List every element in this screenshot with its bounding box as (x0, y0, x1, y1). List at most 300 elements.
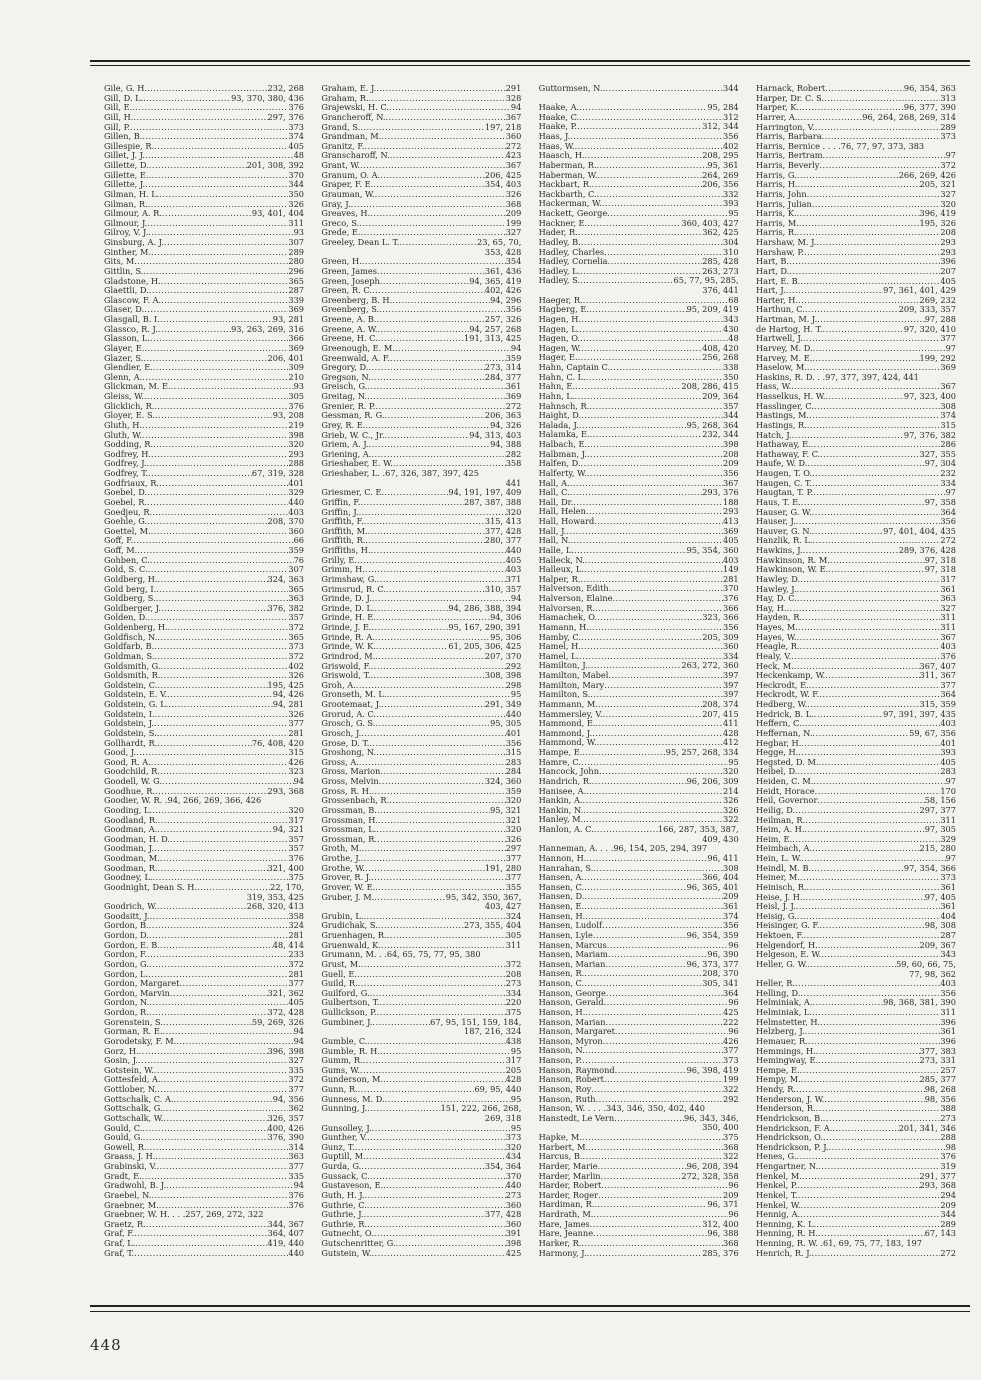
entry-name: Goodnight, Dean S. H. (104, 881, 197, 892)
entry-name: Gross, Melvin (321, 776, 379, 786)
entry-name: Good, R. A. (104, 756, 151, 767)
entry-pages: 425 (505, 1247, 522, 1258)
entry-name: Halbman, J. (538, 448, 587, 459)
dot-leader (374, 604, 448, 614)
dot-leader (802, 1172, 920, 1182)
entry-pages: 208, 370 (702, 968, 739, 979)
dot-leader (148, 228, 293, 238)
entry-name: Hart, E. B. (755, 275, 801, 286)
entry-pages: 320 (505, 506, 522, 517)
entry-name: Grinde, D. J. (321, 593, 372, 604)
entry-pages: 361 (940, 881, 956, 892)
entry-name: Grinde, W. K. (321, 641, 376, 652)
entry-name: Hadley, L. (538, 265, 581, 276)
entry-pages: 289 (940, 1218, 956, 1229)
entry-name: Griffin, J. (321, 506, 359, 517)
entry-pages: 93, 281 (272, 314, 304, 324)
entry-pages: 98, 268 (924, 1084, 956, 1094)
entry-name: Halper, R. (538, 573, 581, 584)
entry-pages: 307 (288, 564, 304, 575)
entry-pages: 320 (288, 804, 304, 815)
entry-name: Gunning, J. (321, 1103, 368, 1114)
entry-pages: 403 (723, 554, 739, 565)
entry-pages: 396 (940, 1035, 956, 1046)
entry-name: Hansen, D. (538, 891, 585, 902)
entry-pages: 328 (505, 92, 522, 103)
entry-pages: 93 (293, 227, 304, 238)
entry-name: Ginsburg, A. J. (104, 237, 164, 247)
entry-pages: 206, 425 (484, 169, 522, 180)
entry-name: Heindl, M. B. (755, 862, 812, 873)
entry-name: Harris, Beverly (755, 160, 820, 170)
entry-name: Hamann, H. (538, 621, 589, 632)
entry-name: Helling, D. (755, 987, 801, 998)
entry-pages: 263, 273 (702, 265, 739, 276)
entry-pages: 311 (505, 939, 522, 950)
dot-leader (573, 498, 723, 508)
dot-leader (604, 681, 723, 691)
entry-pages: 22, 170, (270, 881, 304, 892)
dot-leader (156, 585, 288, 595)
dot-leader (154, 844, 288, 854)
entry-pages: 372 (288, 622, 304, 632)
dot-leader (380, 171, 485, 181)
entry-name: Heffernan, N. (755, 727, 813, 738)
entry-pages: 151, 222, 266, 268, (440, 1103, 522, 1114)
dot-leader (143, 1133, 268, 1143)
dot-leader (374, 893, 446, 903)
entry-pages: 375 (723, 1132, 739, 1143)
entry-pages: 332 (723, 188, 739, 199)
entry-name: Guild, R. (321, 978, 358, 989)
entry-pages: 97, 358 (924, 496, 956, 507)
entry-name: Glaettli, D. (104, 285, 149, 296)
dot-leader (812, 729, 909, 739)
dot-leader (566, 527, 723, 537)
entry-name: Hadley, Cornelia (538, 256, 608, 267)
entry-pages: 426 (723, 1035, 739, 1046)
entry-pages: 367 (505, 111, 522, 122)
entry-pages: 273, 331 (919, 1055, 956, 1066)
entry-pages: 95, 342, 350, 367, (445, 891, 522, 902)
dot-leader (363, 1056, 506, 1066)
entry-pages: 405 (288, 140, 304, 151)
dot-leader (389, 796, 506, 806)
dot-leader (581, 315, 723, 325)
entry-name: Gould, C. (104, 1122, 143, 1133)
entry-name: Goodman, H. D. (104, 833, 170, 844)
index-column-1 (104, 84, 304, 1284)
dot-leader (811, 1249, 940, 1259)
dot-leader (170, 989, 268, 999)
entry-pages: 205, 321 (919, 179, 956, 190)
dot-leader (136, 748, 288, 758)
entry-name: Hamel, H. (538, 641, 581, 652)
entry-pages: 434 (505, 1151, 522, 1162)
dot-leader (585, 556, 723, 566)
entry-name: Green, R. C. (321, 285, 372, 296)
entry-pages: 366, 404 (702, 872, 739, 883)
entry-name: Hanson, H. (538, 1006, 586, 1017)
dot-leader (376, 84, 505, 94)
entry-pages: 291, 377 (919, 1170, 956, 1181)
entry-pages: 360 (505, 1218, 522, 1229)
entry-name: Grosch, G. S. (321, 718, 376, 729)
entry-name: Gurda, G. (321, 1161, 362, 1171)
entry-name: Haberman, W. (538, 169, 598, 180)
dot-leader (577, 122, 702, 132)
dot-leader (809, 411, 940, 421)
dot-leader (389, 103, 511, 113)
entry-name: Hendrickson, B. (755, 1112, 823, 1123)
entry-pages: 95, 268, 364 (686, 419, 739, 430)
dot-leader (812, 469, 940, 479)
entry-name: Guthrie, R. (321, 1218, 368, 1229)
dot-leader (787, 604, 941, 614)
entry-name: Guth, H. J. (321, 1189, 365, 1200)
dot-leader (359, 508, 506, 518)
dot-leader (812, 508, 941, 518)
entry-pages: 310, 357 (484, 583, 522, 594)
entry-pages: 208 (723, 448, 739, 459)
entry-name: Goodsitt, J. (104, 910, 150, 921)
entry-name: Goldsmith, G. (104, 660, 161, 671)
entry-pages: 195, 425 (267, 679, 304, 690)
dot-leader (816, 1047, 920, 1057)
entry-name: Goldsmith, R. (104, 670, 161, 681)
entry-name: Gillette, D. (104, 160, 149, 170)
entry-pages: 403 (940, 718, 956, 729)
index-entry (104, 1239, 304, 1249)
dot-leader (360, 498, 464, 508)
entry-pages: 374 (940, 410, 956, 421)
dot-leader (813, 777, 945, 787)
entry-name: Hamilton, S. (538, 689, 591, 700)
entry-name: Hart, D. (755, 265, 790, 276)
entry-name: Grimshaw, G. (321, 573, 377, 584)
dot-leader (361, 960, 506, 970)
entry-name: Guptill, M. (321, 1151, 366, 1162)
entry-name: Green, James (321, 265, 377, 276)
entry-pages: 94 (293, 776, 304, 786)
entry-name: Gordon, B. (104, 920, 149, 931)
entry-pages: 350 (723, 371, 739, 382)
entry-name: Hauser, J. (755, 516, 796, 527)
entry-pages: 206, 356 (702, 179, 739, 190)
dot-leader (147, 488, 288, 498)
entry-pages: 367 (505, 160, 522, 170)
dot-leader (142, 421, 288, 431)
entry-name: Haberman, R. (538, 159, 597, 170)
entry-pages: 368 (723, 1141, 739, 1152)
entry-pages: 95, 257, 268, 334 (665, 747, 739, 758)
dot-leader (602, 710, 702, 720)
dot-leader (137, 257, 289, 267)
entry-name: Hackbarth, C. (538, 188, 597, 199)
entry-name: Halverson, Elaine (538, 593, 613, 604)
entry-pages: 95, 305 (490, 718, 522, 729)
entry-name: Hanson, N. (538, 1045, 585, 1056)
entry-name: Hall, N. (538, 535, 571, 546)
entry-name: Godfriaux, R. (104, 477, 160, 488)
entry-name: Helminiak, L. (755, 1007, 812, 1017)
dot-leader (789, 257, 940, 267)
entry-pages: 97, 361, 401, 429 (883, 285, 956, 296)
entry-pages: 311 (288, 217, 304, 228)
entry-name: Hemauer, R. (755, 1035, 808, 1046)
entry-pages: 97 (945, 150, 956, 161)
entry-name: Hampe, E. (538, 747, 583, 758)
dot-leader (361, 854, 506, 864)
entry-name: Heffern, C. (755, 718, 802, 729)
entry-name: Goodrich, W. (104, 901, 157, 912)
dot-leader (587, 450, 723, 460)
entry-pages: 319 (940, 1161, 956, 1171)
entry-pages: 266, 269, 426 (898, 169, 956, 180)
entry-pages: 430 (723, 323, 739, 334)
entry-pages: 97, 318 (924, 554, 956, 565)
entry-pages: 356 (723, 467, 739, 478)
entry-name: Gustaveson, E. (321, 1180, 384, 1191)
entry-pages: 367, 407 (919, 660, 956, 671)
entry-name: Harris, K. (755, 208, 797, 219)
entry-pages: 377, 383 (919, 1045, 956, 1056)
entry-pages: 377 (288, 1161, 304, 1171)
entry-name: Harris, G. (755, 169, 797, 180)
entry-pages: 209, 364 (702, 390, 739, 401)
dot-leader (351, 200, 506, 210)
entry-name: Glickman, M. E. (104, 381, 171, 392)
dot-leader (828, 1143, 945, 1153)
entry-pages: 308 (723, 862, 739, 873)
entry-name: Goodland, R. (104, 814, 158, 825)
dot-leader (816, 238, 940, 248)
dot-leader (570, 132, 723, 142)
entry-name: Hempe, E. (755, 1064, 800, 1075)
entry-name: Glazer, S. (104, 352, 144, 363)
entry-name: Heise, J. H. (755, 891, 803, 902)
entry-pages: 280, 377 (484, 535, 522, 546)
entry-pages: 440 (288, 496, 304, 507)
entry-name: Hanson, W. . . . .343, 346, 350, 402, 440 (538, 1103, 705, 1114)
entry-pages: 413 (723, 516, 739, 527)
entry-pages: 289 (940, 121, 956, 132)
entry-name: Goedjeu, R. (104, 506, 153, 517)
entry-pages: 284, 377 (484, 371, 522, 382)
entry-name: Haus, T. E. (755, 496, 801, 507)
entry-pages: 94, 286, 388, 394 (448, 602, 522, 613)
entry-name: Hanson, C. (538, 978, 585, 989)
entry-name: Goodney, L. (104, 872, 153, 883)
index-entry-continuation: 350, 400 (702, 1122, 739, 1133)
entry-pages: 360, 403, 427 (681, 217, 739, 228)
entry-name: Goldfarb, B. (104, 641, 155, 652)
entry-pages: 362, 425 (702, 227, 739, 238)
entry-pages: 309 (288, 362, 304, 373)
entry-pages: 285, 377 (919, 1074, 956, 1085)
entry-name: Gray, J. (321, 198, 351, 209)
entry-name: Godfrey, J. (104, 458, 147, 469)
dot-leader (812, 1008, 940, 1018)
entry-name: Hart, J. (755, 285, 786, 296)
dot-leader (150, 912, 289, 922)
dot-leader (152, 806, 288, 816)
entry-name: Hathaway, E. (755, 439, 811, 450)
entry-pages: 67, 143 (924, 1228, 956, 1239)
entry-name: Grossman, H. (321, 814, 378, 825)
entry-pages: 356 (723, 920, 739, 931)
entry-name: Hempy, M. (755, 1074, 801, 1085)
entry-pages: 76, 408, 420 (251, 737, 304, 748)
entry-pages: 219 (288, 419, 304, 430)
entry-name: Hagen, H. (538, 313, 581, 324)
dot-leader (818, 941, 920, 951)
entry-name: Glasson, L. (104, 333, 150, 344)
entry-pages: 398 (505, 1238, 522, 1248)
entry-pages: 95, 167, 290, 391 (448, 622, 522, 632)
entry-pages: 350 (288, 188, 304, 199)
entry-pages: 320 (288, 439, 304, 450)
entry-name: Heisinger, G. F. (755, 920, 820, 931)
dot-leader (597, 190, 723, 200)
dot-leader (377, 806, 490, 816)
entry-pages: 370 (288, 169, 304, 180)
entry-pages: 403 (505, 564, 522, 575)
index-entry (321, 469, 521, 479)
dot-leader (157, 681, 267, 691)
entry-pages: 95, 321 (490, 804, 522, 815)
dot-leader (605, 960, 686, 970)
entry-pages: 372, 428 (267, 1007, 304, 1017)
dot-leader (579, 103, 707, 113)
entry-pages: 282 (505, 448, 522, 459)
index-entry (104, 113, 304, 123)
entry-name: Hauver, G. N. (755, 525, 812, 536)
entry-pages: 94, 388 (490, 439, 522, 450)
entry-name: Haas, J. (538, 131, 571, 142)
entry-pages: 149 (723, 564, 739, 575)
entry-pages: 404 (940, 910, 956, 921)
dot-leader (803, 334, 941, 344)
dot-leader (586, 507, 723, 517)
entry-pages: 343 (723, 313, 739, 324)
dot-leader (376, 642, 449, 652)
entry-name: Hansen, C. (538, 881, 585, 892)
dot-leader (799, 219, 920, 229)
entry-pages: 322 (723, 814, 739, 825)
dot-leader (815, 787, 941, 797)
entry-pages: 307 (288, 237, 304, 247)
entry-name: Heil, Governor (755, 795, 818, 806)
entry-pages: 286 (940, 439, 956, 450)
entry-name: Gruber, J. M. (321, 891, 375, 902)
entry-pages: 317 (505, 1055, 522, 1066)
entry-name: Harbert, M. (538, 1141, 589, 1152)
dot-leader (812, 527, 883, 537)
entry-name: Grede, E. (321, 227, 361, 238)
dot-leader (142, 431, 289, 441)
dot-leader (800, 873, 940, 883)
dot-leader (578, 228, 702, 238)
entry-name: Hamby, C. (538, 631, 581, 642)
entry-pages: 317 (940, 573, 956, 584)
dot-leader (581, 459, 723, 469)
entry-pages: 97, 305 (924, 824, 956, 835)
dot-leader (602, 84, 723, 94)
entry-name: Gill, E. (104, 102, 133, 113)
dot-leader (582, 748, 665, 758)
entry-name: Gumble, C. (321, 1035, 368, 1046)
entry-name: Goodman, A. (104, 824, 158, 835)
entry-name: Graham, E. J. (321, 84, 377, 93)
bottom-rule-thin (90, 1311, 970, 1312)
dot-leader (162, 1027, 293, 1037)
entry-pages: 324, 363 (267, 573, 304, 584)
entry-pages: 96, 371 (707, 1199, 739, 1210)
entry-name: Hanson, Roy (538, 1083, 592, 1094)
dot-leader (147, 517, 267, 527)
entry-name: Graf, T. (104, 1247, 135, 1258)
entry-name: Halvorsen, R. (538, 602, 596, 613)
dot-leader (157, 739, 252, 749)
entry-name: Goldstein, S. (104, 727, 157, 738)
entry-pages: 96 (728, 997, 739, 1008)
entry-pages: 366 (723, 602, 739, 613)
entry-pages: 311 (940, 622, 956, 632)
entry-pages: 396 (940, 256, 956, 267)
entry-name: Hanson, Ruth (538, 1093, 596, 1104)
entry-pages: 315 (505, 747, 522, 758)
dot-leader (367, 1037, 505, 1047)
dot-leader (820, 450, 919, 460)
entry-name: Heibel, D. (755, 766, 798, 777)
entry-pages: 210 (288, 371, 304, 382)
entry-name: Henkel, P. (755, 1180, 798, 1191)
entry-pages: 361 (940, 901, 956, 912)
entry-name: Gessman, R. G. (321, 410, 385, 421)
entry-pages: 419, 440 (267, 1238, 304, 1248)
entry-name: Greenough, E. M. (321, 342, 395, 353)
entry-name: Gorodetsky, F. M. (104, 1035, 177, 1046)
dot-leader (825, 671, 919, 681)
entry-name: Greisch, G. (321, 381, 368, 392)
entry-pages: 205, 309 (702, 631, 739, 642)
dot-leader (134, 1229, 267, 1239)
entry-name: Glenn, A. (104, 371, 143, 382)
entry-name: Hamel, L. (538, 650, 580, 661)
entry-name: Gregory, D. (321, 362, 369, 373)
entry-name: Gussack, C. (321, 1170, 370, 1181)
entry-pages: 364 (723, 987, 739, 998)
entry-name: Gillet, J. J. (104, 150, 145, 161)
entry-pages: 94, 191, 197, 409 (448, 487, 522, 498)
entry-name: Hemingway, E. (755, 1055, 819, 1066)
entry-pages: 195, 326 (919, 217, 956, 228)
dot-leader (603, 1037, 723, 1047)
dot-leader (588, 1143, 723, 1153)
entry-name: Harris, Barbara (755, 131, 822, 142)
entry-pages: 360 (723, 641, 739, 652)
dot-leader (592, 729, 723, 739)
entry-pages: 359 (505, 785, 522, 796)
dot-leader (597, 161, 708, 171)
entry-name: Gumble, R. H. (321, 1045, 380, 1056)
entry-pages: 372 (288, 958, 304, 969)
entry-name: Harper, Dr. C. S. (755, 92, 825, 103)
entry-name: Heckrodt, W. F. (755, 689, 820, 700)
entry-pages: 428 (723, 727, 739, 738)
entry-pages: 314 (288, 1141, 304, 1152)
